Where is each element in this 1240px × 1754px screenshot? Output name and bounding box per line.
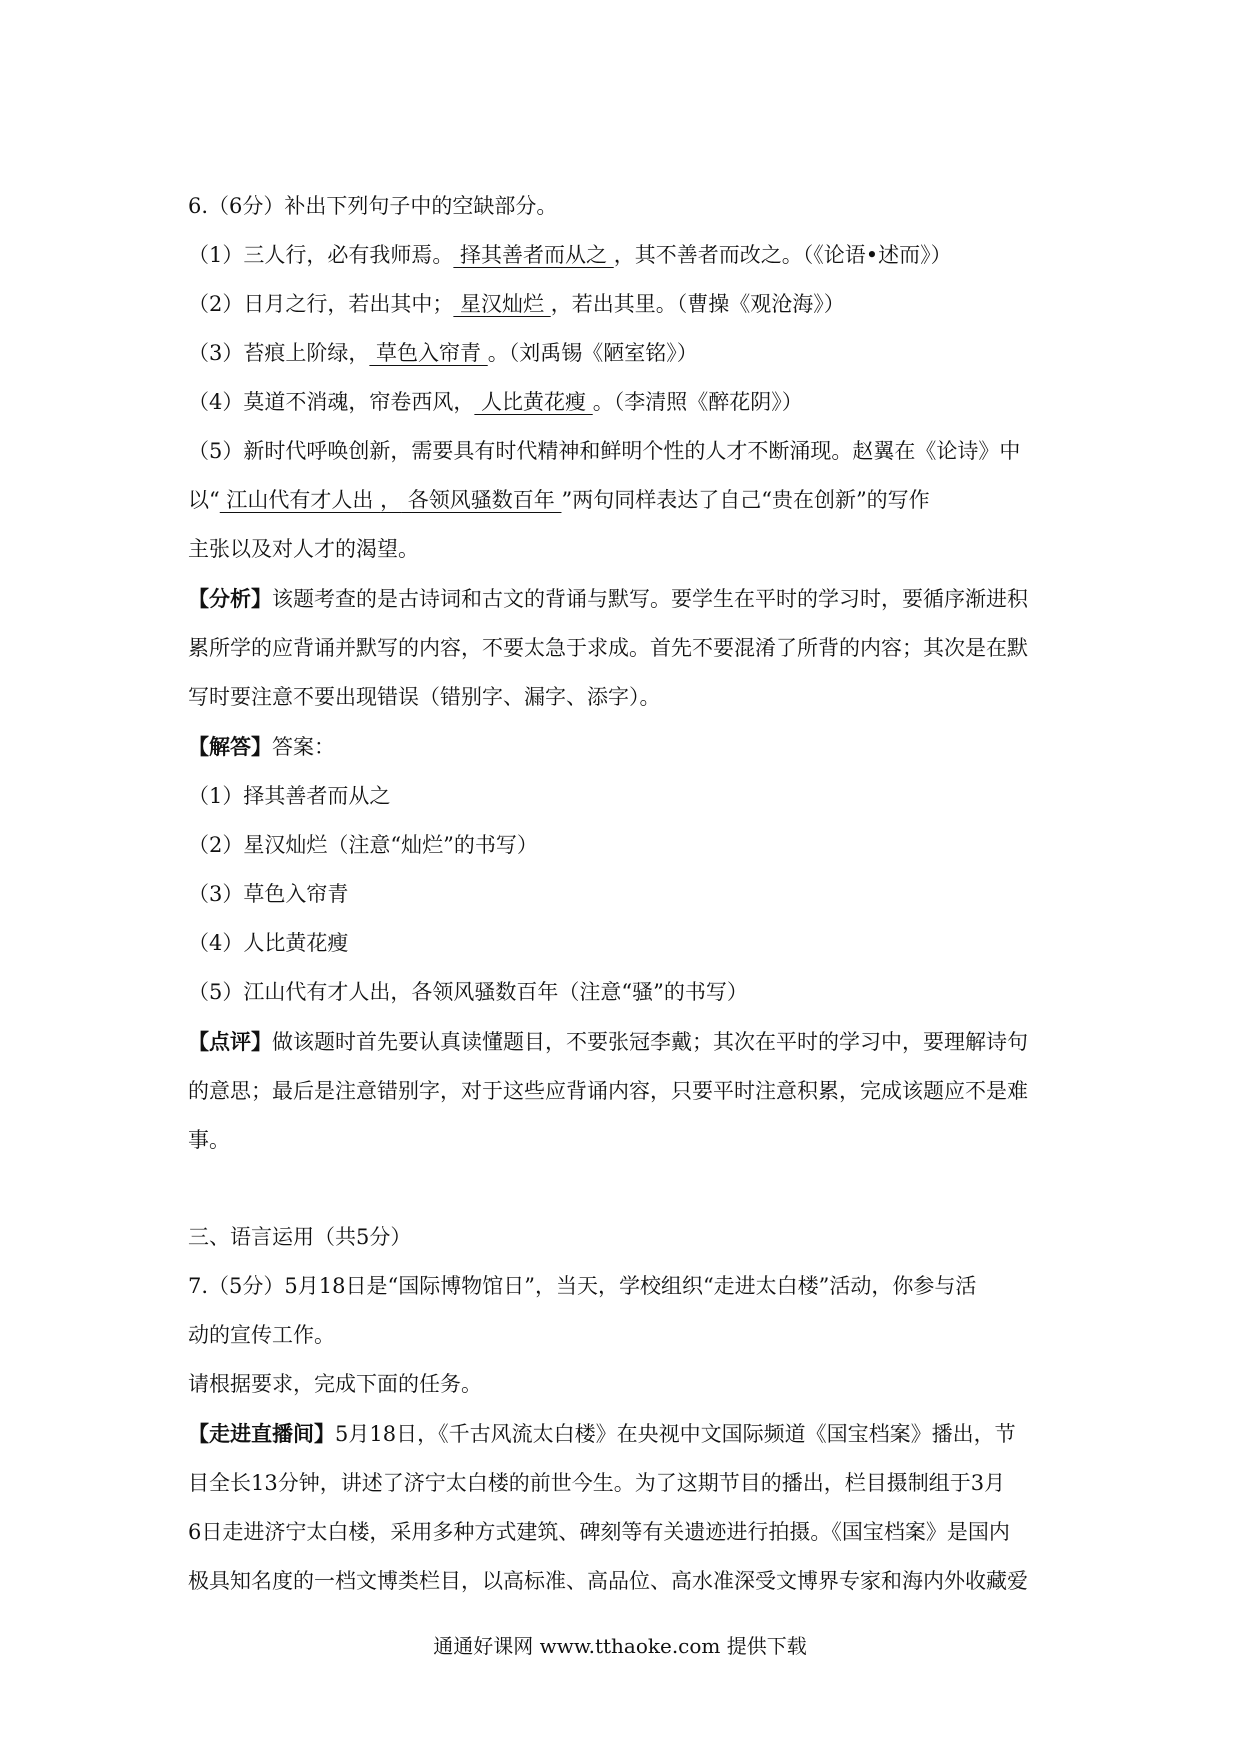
q6-item-3-prefix: （3）苔痕上阶绿， [188,341,370,365]
section-spacer [188,1165,1068,1213]
answer-item-2: （2）星汉灿烂（注意“灿烂”的书写） [188,833,538,857]
answer-item-1: （1）择其善者而从之 [188,784,391,808]
q6-item-5-prefix: 以“ [188,488,220,512]
broadcast-line-4: 极具知名度的一档文博类栏目，以高标准、高品位、高水准深受文博界专家和海内外收藏爱 [188,1569,1028,1593]
comment-line-3: 事。 [188,1128,230,1152]
answer-item-4: （4）人比黄花瘦 [188,931,349,955]
q6-item-1-prefix: （1）三人行，必有我师焉。 [188,243,454,267]
q6-item-1-blank: 择其善者而从之 [453,243,614,267]
q6-item-2-suffix: ，若出其里。（曹操《观沧海》） [550,292,845,316]
broadcast-line-1 [188,1409,1068,1459]
q6-item-5-comma: ， [380,488,402,512]
q7-instruction: 请根据要求，完成下面的任务。 [188,1372,482,1396]
document-body [188,182,1068,1606]
q7-line-1: 7.（5分）5月18日是“国际博物馆日”，当天，学校组织“走进太白楼”活动，你参与活 [188,1274,977,1298]
q6-item-2 [188,280,1068,329]
q6-item-4-blank: 人比黄花瘦 [474,390,593,414]
analysis-line-1 [188,574,1068,624]
comment-text-1: 做该题时首先要认真读懂题目，不要张冠李戴；其次在平时的学习中，要理解诗句 [272,1030,1028,1054]
comment-label: 【点评】 [188,1029,272,1054]
q6-item-2-blank: 星汉灿烂 [453,292,551,316]
comment-line-2: 的意思；最后是注意错别字，对于这些应背诵内容，只要平时注意积累，完成该题应不是难 [188,1079,1028,1103]
answer-heading [188,722,1068,772]
q7-line-2: 动的宣传工作。 [188,1323,335,1347]
q6-item-5-line-3: 主张以及对人才的渴望。 [188,537,419,561]
analysis-text-1: 该题考查的是古诗词和古文的背诵与默写。要学生在平时的学习时，要循序渐进积 [272,587,1028,611]
broadcast-label: 【走进直播间】 [188,1421,335,1446]
q6-item-4-suffix: 。（李清照《醉花阴》） [592,390,803,414]
q6-item-5-suffix: ”两句同样表达了自己“贵在创新”的写作 [561,488,930,512]
answer-item-3: （3）草色入帘青 [188,882,349,906]
broadcast-line-3: 6日走进济宁太白楼，采用多种方式建筑、碑刻等有关遗迹进行拍摄。《国宝档案》是国内 [188,1520,1010,1544]
analysis-line-2: 累所学的应背诵并默写的内容，不要太急于求成。首先不要混淆了所背的内容；其次是在默 [188,636,1028,660]
q6-item-5-line-2 [188,476,1068,525]
q6-item-3 [188,329,1068,378]
analysis-label: 【分析】 [188,586,272,611]
comment-line-1 [188,1017,1068,1067]
answer-item-5: （5）江山代有才人出，各领风骚数百年（注意“骚”的书写） [188,980,748,1004]
answer-label: 【解答】 [188,734,272,759]
answer-text: 答案： [272,735,335,759]
q6-item-5-blank-1: 江山代有才人出 [219,488,381,512]
broadcast-line-2: 目全长13分钟，讲述了济宁太白楼的前世今生。为了这期节目的播出，栏目摄制组于3月 [188,1471,1006,1495]
q6-item-5-line-1: （5）新时代呼唤创新，需要具有时代精神和鲜明个性的人才不断涌现。赵翼在《论诗》中 [188,439,1021,463]
q6-item-2-prefix: （2）日月之行，若出其中； [188,292,454,316]
q6-item-4-prefix: （4）莫道不消魂，帘卷西风， [188,390,475,414]
q6-title: 6.（6分）补出下列句子中的空缺部分。 [188,194,558,218]
q6-item-4 [188,378,1068,427]
q6-item-3-suffix: 。（刘禹锡《陋室铭》） [487,341,698,365]
section-3-heading: 三、语言运用（共5分） [188,1225,412,1249]
q6-item-1 [188,231,1068,280]
q6-item-5-blank-2: 各领风骚数百年 [401,488,562,512]
q6-item-3-blank: 草色入帘青 [369,341,488,365]
page-footer: 通通好课网 www.tthaoke.com 提供下载 [433,1634,807,1658]
analysis-line-3: 写时要注意不要出现错误（错别字、漏字、添字）。 [188,685,661,709]
broadcast-text-1: 5月18日，《千古风流太白楼》在央视中文国际频道《国宝档案》播出，节 [335,1422,1016,1446]
q6-item-1-suffix: ，其不善者而改之。（《论语•述而》） [613,243,952,267]
